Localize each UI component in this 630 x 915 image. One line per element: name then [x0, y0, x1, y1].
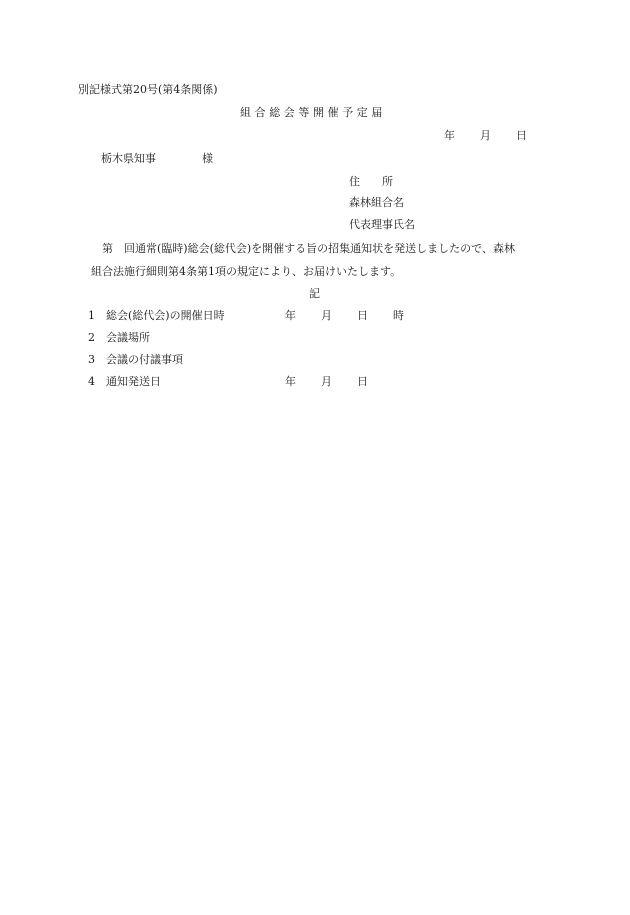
item-number: 2 — [88, 331, 95, 344]
body-text-line-1: 第 回通常(臨時)総会(総代会)を開催する旨の招集通知状を発送しましたので、森林 — [102, 242, 515, 255]
submission-date — [444, 130, 527, 141]
notice-month-label: 月 — [321, 375, 332, 388]
list-item — [88, 332, 150, 343]
meeting-hour-label: 時 — [393, 309, 404, 322]
meeting-datetime-fields — [285, 310, 404, 321]
item-number: 1 — [88, 309, 95, 322]
meeting-day-label: 日 — [357, 309, 368, 322]
ki-heading: 記 — [309, 287, 320, 300]
notice-day-label: 日 — [357, 375, 368, 388]
date-day-label: 日 — [516, 129, 527, 142]
date-month-label: 月 — [480, 129, 491, 142]
item-number: 4 — [88, 375, 95, 388]
sender-representative-label: 代表理事氏名 — [349, 218, 415, 231]
sender-address-label: 住 所 — [349, 175, 393, 188]
item-label: 通知発送日 — [106, 375, 161, 388]
addressee-honorific: 様 — [202, 152, 213, 165]
date-year-label: 年 — [444, 129, 455, 142]
addressee — [101, 153, 213, 164]
body-text-line-2: 組合法施行細則第4条第1項の規定により、お届けいたします。 — [91, 265, 402, 278]
sender-cooperative-name-label: 森林組合名 — [349, 196, 404, 209]
notice-year-label: 年 — [285, 375, 296, 388]
list-item — [88, 354, 183, 365]
notice-date-fields — [285, 376, 368, 387]
addressee-name: 栃木県知事 — [101, 152, 156, 165]
list-item — [88, 376, 161, 387]
item-label: 総会(総代会)の開催日時 — [106, 309, 225, 322]
item-label: 会議場所 — [106, 331, 150, 344]
meeting-year-label: 年 — [285, 309, 296, 322]
form-number: 別記様式第20号(第4条関係) — [78, 83, 218, 96]
list-item — [88, 310, 225, 321]
item-label: 会議の付議事項 — [106, 353, 183, 366]
meeting-month-label: 月 — [321, 309, 332, 322]
item-number: 3 — [88, 353, 95, 366]
document-title: 組合総会等開催予定届 — [240, 106, 386, 119]
